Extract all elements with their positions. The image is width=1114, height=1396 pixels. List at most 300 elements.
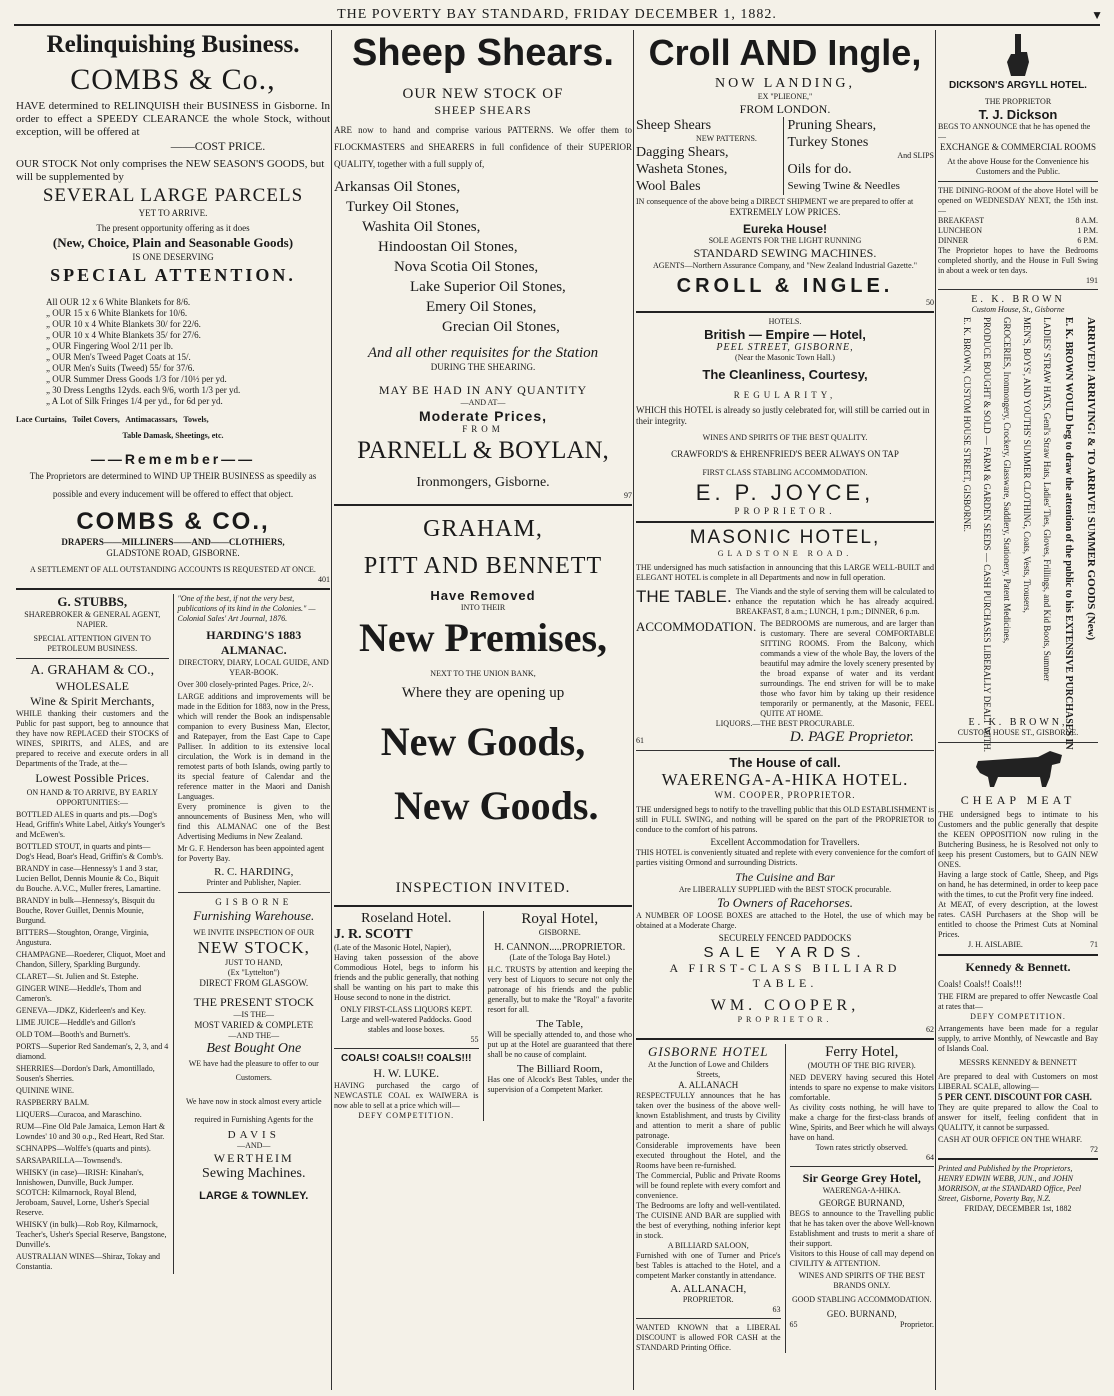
ad-sir-george-grey: Sir George Grey Hotel,	[802, 1171, 921, 1185]
ad-furnishing-agents: We have now in stock almost every article required in Furnishing Agents for the	[185, 1097, 322, 1124]
ad-dickson-begs: BEGS TO ANNOUNCE that he has opened the—	[938, 122, 1091, 141]
ad-cash-office: CASH AT OUR OFFICE ON THE WHARF.	[938, 1135, 1083, 1144]
aislabie-footer	[938, 940, 1098, 950]
ad-number: 71	[1090, 940, 1098, 949]
ad-roseland: Roseland Hotel.	[361, 911, 452, 926]
ad-secure-paddocks: SECURELY FENCED PADDOCKS	[718, 933, 852, 943]
ad-our-stock: OUR STOCK Not only comprises the NEW SEASON'S GOODS, but will be supplemented by	[16, 158, 325, 183]
ad-and-at: —AND AT—	[460, 398, 506, 407]
ad-wines-best: WINES AND SPIRITS OF THE BEST BRANDS ONLY.	[798, 1271, 925, 1290]
ad-furnishing: Furnishing Warehouse.	[193, 908, 315, 923]
ad-first-class: FIRST CLASS STABLING ACCOMMODATION.	[702, 468, 868, 477]
vert-custom: E. K. BROWN, CUSTOM HOUSE STREET, GISBORNE.	[962, 317, 972, 532]
ad-in-consequence: IN consequence of the above being a DIRECT SHIPMENT we are prepared to offer at	[636, 197, 914, 206]
ad-croll-ingle: Croll AND Ingle,	[648, 32, 922, 73]
ad-into-their: INTO THEIR	[460, 603, 506, 612]
list-item: Turkey Oil Stones,	[346, 199, 460, 215]
ad-tj-dickson: T. J. Dickson	[978, 107, 1058, 122]
ad-harding-agent: Mr G. F. Henderson has been appointed agent for Poverty Bay.	[177, 844, 325, 863]
ad-lowest-prices: Lowest Possible Prices.	[35, 771, 150, 785]
ad-cannon: H. CANNON.....PROPRIETOR.	[494, 942, 626, 953]
cow-icon	[968, 747, 1068, 789]
ad-we-had: WE have had the pleasure to offer to our Customers.	[188, 1059, 319, 1082]
list-item: BOTTLED ALES in quarts and pts.—Dog's Head, Griffin's White Label, Aitky's Younger's and McEwen's.	[16, 810, 165, 839]
ad-new-goods-1: New Goods,	[380, 719, 586, 764]
list-item: Dagging Shears,	[636, 145, 729, 160]
ad-which-hotel: WHICH this HOTEL is already so justly celebrated for, will still be carried out in their integrity.	[636, 405, 930, 426]
meal-row	[938, 236, 1098, 246]
ad-bedrooms: The BEDROOMS are numerous, and are larger than is customary. There are several COMFORTABLE SITTING ROOMS. From the Balcony, which commands a view of the whole Bay, the lovers of the beautiful may admire the lovely scenery presented by the broad expanse of water and its verdant surroundings. The end striven for will be to make those who favor him by taking up their residence temporarily or permanently, at the Masonic, FEEL QUITE AT HOME.	[760, 619, 934, 718]
masthead-title: THE POVERTY BAY STANDARD, FRIDAY DECEMBER 1, 1882.	[337, 7, 777, 22]
masthead	[14, 4, 1104, 26]
ad-large-townley: LARGE & TOWNLEY.	[199, 1190, 309, 1202]
list-item: CLARET—St. Julien and St. Estephe.	[16, 972, 139, 981]
ad-having-taken: Having taken possession of the above Commodious Hotel, begs to inform his friends and the public generally, that nothing shall be wanting on his part to make this House second to none in the district.	[334, 953, 479, 1002]
ad-exchange-rooms: EXCHANGE & COMMERCIAL ROOMS	[940, 142, 1096, 152]
list-item: Pruning Shears,	[787, 118, 877, 133]
list-item: WHISKY (in case)—IRISH: Kinahan's, Innishowen, Dunville, Buck Jumper. SCOTCH: Kilmarnock, Royal Blend, Jeroboam, Sauvel, Lorne, Usher's Special Reserve.	[16, 1168, 150, 1217]
ad-allanach: A. ALLANACH	[678, 1080, 739, 1090]
meal-row	[938, 216, 1098, 226]
list-item: RUM—Fine Old Pale Jamaica, Lemon Hart & Lowndes' 10 and 30 o.p., Red Heart, Red Star.	[16, 1122, 166, 1141]
ad-deal: Are prepared to deal with Customers on most LIBERAL SCALE, allowing—	[938, 1072, 1098, 1091]
ad-only-first: ONLY FIRST-CLASS LIQUORS KEPT.	[340, 1005, 473, 1014]
ad-saloon: A BILLIARD SALOON,	[667, 1241, 749, 1250]
list-item: Turkey Stones	[787, 135, 869, 150]
ad-title-relinquishing: Relinquishing Business.	[46, 31, 300, 58]
ad-will-be: Will be specially attended to, and those who put up at the Hotel are guaranteed that there shall be no cause of complaint.	[487, 1030, 632, 1059]
column-3	[636, 30, 934, 1390]
ad-accommodation-head: ACCOMMODATION.	[636, 619, 757, 634]
ad-may-be-had: MAY BE HAD IN ANY QUANTITY	[378, 383, 588, 397]
ad-harding-every: Every prominence is given to the announcements of Business Men, who will find this ALMANAC one of the Best Advertising Mediums in New Zealand.	[177, 802, 330, 841]
ad-luke: H. W. LUKE.	[373, 1066, 440, 1080]
list-item: Arkansas Oil Stones,	[334, 179, 461, 195]
subcol-harding	[173, 594, 331, 1274]
list-item: BOTTLED STOUT, in quarts and pints—Dog's Head, Boar's Head, Griffin's & Comb's.	[16, 842, 164, 861]
ad-number: 191	[1086, 276, 1098, 285]
list-item: BITTERS—Stoughton, Orange, Virginia, Angustura.	[16, 928, 149, 947]
list-item: „ OUR Summer Dress Goods 1/3 for /10½ per yd.	[46, 374, 227, 384]
ad-royal-hotel: Royal Hotel,	[521, 911, 599, 927]
column-rule	[633, 30, 634, 1390]
ad-kennedy-bennett: Kennedy & Bennett.	[965, 960, 1071, 974]
list-item: „ OUR Men's Suits (Tweed) 55/ for 37/6.	[46, 363, 195, 373]
ad-proprietor-3: PROPRIETOR.	[682, 1295, 734, 1304]
imprint: Printed and Published by the Proprietors, HENRY EDWIN WEBB, JUN., and JOHN MORRISON, at the STANDARD Office, Peel Street, Gisborne, Poverty Bay, N.Z.	[938, 1164, 1082, 1203]
list-item: „ OUR Fingering Wool 2/11 per lb.	[46, 341, 174, 351]
ad-dining-room: THE DINING-ROOM of the above Hotel will be opened on WEDNESDAY NEXT, the 15th inst.—	[938, 186, 1098, 215]
ad-good-stabling: GOOD STABLING ACCOMMODATION.	[791, 1295, 932, 1304]
ad-just-to-hand: JUST TO HAND,	[224, 958, 283, 967]
ad-messrs: MESSRS KENNEDY & BENNETT	[959, 1058, 1077, 1067]
col1-subcolumns	[16, 594, 330, 1274]
meal-time: 6 P.M.	[1077, 236, 1098, 245]
ad-stubbs-petrol: SPECIAL ATTENTION GIVEN TO PETROLEUM BUSINESS.	[33, 634, 151, 653]
ad-lace: Lace Curtains, Toilet Covers, Antimacassars, Towels,	[16, 415, 209, 424]
section-hotels: HOTELS.	[768, 317, 802, 326]
list-item: Washita Oil Stones,	[362, 219, 481, 235]
ad-ironmongers: Ironmongers, Gisborne.	[416, 475, 550, 490]
ad-cheap-intro: THE undersigned begs to intimate to his Customers and the public generally that despite the KEEN OPPOSITION now ruling in the Butchering Business, he is Resolved not only to keep his present Customers, but to GAIN NEW ONES.	[938, 810, 1098, 869]
ad-new-choice: (New, Choice, Plain and Seasonable Goods)	[52, 235, 294, 250]
pointing-hand-icon	[1003, 32, 1033, 78]
ad-most-varied: MOST VARIED & COMPLETE	[194, 1020, 314, 1030]
ad-combs-intro: HAVE determined to RELINQUISH their BUSINESS in Gisborne. In order to effect a SPEEDY CLEARANCE the whole Stock, without exception, will be offered at	[16, 100, 330, 138]
ad-cooper-prop: WM. COOPER, PROPRIETOR.	[714, 790, 856, 800]
ad-the-table-head: THE TABLE.	[636, 587, 732, 606]
col3-subcolumns	[636, 1044, 934, 1353]
ad-are-now: ARE now to hand and comprise various PATTERNS. We offer them to FLOCKMASTERS and SHEARERS in full confidence of their SUPERIOR QUALITY, together with a full supply of,	[334, 125, 632, 169]
ad-house-of-call: The House of call.	[729, 755, 841, 770]
ad-we-invite: WE INVITE INSPECTION OF OUR	[193, 928, 315, 937]
column-rule	[935, 30, 936, 1390]
ad-regularity: REGULARITY,	[733, 390, 837, 400]
ad-near-masonic: (Near the Masonic Town Hall.)	[735, 353, 835, 362]
ad-owners-racehorses: To Owners of Racehorses.	[716, 895, 854, 910]
ad-stubbs: G. STUBBS,	[57, 594, 128, 609]
ad-allanach-2: A. ALLANACH,	[670, 1283, 747, 1295]
ad-discount: 5 PER CENT. DISCOUNT FOR CASH.	[938, 1092, 1092, 1102]
wine-list	[16, 810, 169, 1272]
ad-next-union: NEXT TO THE UNION BANK,	[430, 669, 536, 678]
ad-number: 401	[318, 575, 330, 584]
croll-new-patterns: NEW PATTERNS.	[696, 134, 757, 143]
ad-custom-house-2: CUSTOM HOUSE ST., GISBORNE.	[957, 728, 1079, 737]
ad-waerenga-2: WAERENGA-A-HIKA.	[822, 1186, 901, 1195]
ad-from: FROM	[462, 424, 504, 434]
ad-this-hotel: THIS HOTEL is conveniently situated and replete with every convenience for the comfort of parties visiting Ormond and surrounding Districts.	[636, 848, 934, 867]
list-item: BRANDY in case—Hennessy's 1 and 3 star, Lucien Bellot, Dennis Mounie & Co., Biquit du Bouche. A.V.C., Muller freres, Lamartine.	[16, 864, 161, 893]
meal-time: 8 A.M.	[1075, 216, 1098, 225]
ad-moderate: Moderate Prices,	[418, 408, 548, 424]
meal-time: 1 P.M.	[1077, 226, 1098, 235]
ad-best-bought: Best Bought One	[206, 1041, 302, 1056]
list-item: LIQUERS—Curacoa, and Maraschino.	[16, 1110, 142, 1119]
list-item: SCHNAPPS—Wolffe's (quarts and pints).	[16, 1144, 151, 1153]
ad-harding-almanac: HARDING'S 1883 ALMANAC.	[206, 628, 302, 657]
ad-considerable: Considerable improvements have been executed throughout the Hotel, and the Rooms have been re-furnished.	[636, 1141, 781, 1170]
ad-parnell: PARNELL & BOYLAN,	[357, 437, 609, 464]
list-item: Lake Superior Oil Stones,	[410, 279, 566, 295]
ad-proprietor-2: PROPRIETOR.	[737, 1015, 833, 1024]
ad-graham-co: A. GRAHAM & CO.,	[30, 663, 155, 678]
ad-civility: As civility costs nothing, he will have to make a charge for the first-class brands of Wine, Spirits, and Beer which he will always have on hand.	[789, 1103, 934, 1142]
ad-proprietor: PROPRIETOR.	[734, 506, 836, 516]
ad-wines-spirits: WINES AND SPIRITS OF THE BEST QUALITY.	[702, 433, 868, 442]
ad-the-table: The Table,	[536, 1018, 584, 1030]
ad-wind-up: The Proprietors are determined to WIND UP THEIR BUSINESS as speedily as possible and every inducement will be offered to effect that object.	[29, 471, 317, 499]
ad-wanted: WANTED KNOWN that a LIBERAL DISCOUNT is allowed FOR CASH at the STANDARD Printing Office.	[636, 1323, 781, 1352]
ad-new-stock: NEW STOCK,	[197, 938, 310, 957]
ad-extremely-low: EXTREMELY LOW PRICES.	[729, 207, 841, 217]
ad-furnished: Furnished with one of Turner and Price's best Tables is attached to the Hotel, and a competent Marker constantly in attendance.	[636, 1251, 781, 1280]
ad-coals: COALS! COALS!! COALS!!!	[340, 1053, 472, 1064]
list-item: All OUR 12 x 6 White Blankets for 8/6.	[46, 297, 191, 307]
ad-standard-sewing: STANDARD SEWING MACHINES.	[693, 246, 877, 260]
ad-commercial: The Commercial, Public and Private Rooms will be found replete with every comfort and convenience.	[636, 1171, 781, 1200]
ad-and: —AND—	[237, 1141, 271, 1150]
ad-harding-quote: "One of the best, if not the very best, publications of its kind in the Colonies." —Colonial Sales' Art Journal, 1876.	[177, 594, 316, 623]
blanket-list	[46, 297, 330, 407]
ad-burnand: GEORGE BURNAND,	[819, 1198, 905, 1208]
list-item: RASPBERRY BALM.	[16, 1098, 90, 1107]
croll-left	[636, 117, 784, 195]
ad-stables: Large and well-watered Paddocks. Good stables and loose boxes.	[341, 1015, 472, 1034]
ad-mouth: (MOUTH OF THE BIG RIVER).	[807, 1061, 916, 1070]
ad-removed: Have Removed	[430, 588, 536, 603]
list-item: GENEVA—JDKZ, Kiderleen's and Key.	[16, 1006, 146, 1015]
vert-ladies: LADIES' STRAW HATS, Genl's Straw Hats, Ladies' Ties, Gloves, Frillings, and Kid Boots, Summer	[1042, 317, 1052, 682]
croll-goods	[636, 117, 934, 195]
ad-has-one: Has one of Alcock's Best Tables, under the supervision of a Competent Marker.	[487, 1075, 632, 1094]
ad-masonic-intro: THE undersigned has much satisfaction in announcing that this LARGE WELL-BUILT and ELEGANT HOTEL is complete in all Departments and now in full operation.	[636, 563, 934, 582]
ad-late-tologa: (Late of the Tologa Bay Hotel.)	[509, 953, 611, 962]
ad-harding-pages: Over 300 closely-printed Pages. Price, 2/-.	[177, 680, 314, 689]
ad-special-attention: SPECIAL ATTENTION.	[50, 265, 296, 285]
ad-davis: DAVIS	[227, 1129, 280, 1141]
ad-hopes: The Proprietor hopes to have the Bedrooms completed shortly, and the House in Full Swing in about a week or ten days.	[938, 246, 1098, 275]
ad-liquors: LIQUORS.—THE BEST PROCURABLE.	[715, 719, 855, 728]
ad-number: 55	[470, 1035, 479, 1044]
ad-croll-ingle-2: CROLL & INGLE.	[676, 275, 894, 297]
column-4	[938, 30, 1098, 1390]
ad-present-opportunity: The present opportunity offering as it does	[96, 223, 250, 233]
ad-number: 63	[772, 1305, 781, 1314]
ad-harding-rc: R. C. HARDING,	[214, 866, 294, 878]
ad-loose-boxes: A NUMBER OF LOOSE BOXES are attached to the Hotel, the use of which may be obtained at a Moderate Charge.	[636, 911, 934, 930]
ad-is-one: IS ONE DESERVING	[132, 252, 214, 262]
ad-viands: The Viands and the style of serving them will be calculated to enhance the reputation which he has already acquired. BREAKFAST, 8 a.m.; LUNCH, 1 p.m.; DINNER, 6 p.m.	[735, 587, 934, 616]
ad-new-premises: New Premises,	[358, 615, 608, 660]
ad-excellent: Excellent Accommodation for Travellers.	[710, 837, 860, 847]
ad-number: 65	[789, 1320, 798, 1329]
ad-number: 61	[636, 736, 644, 745]
ad-graham: GRAHAM,	[423, 516, 543, 542]
ad-hc-trusts: H.C. TRUSTS by attention and keeping the very best of Liquors to secure not only the patronage of his friends and the public generally, but to make the "Royal" a favorite resort for all.	[487, 965, 632, 1014]
list-item: SHERRIES—Dordon's Dark, Amontillado, Sousen's Sherries.	[16, 1064, 155, 1083]
ad-gladstone-road: GLADSTONE ROAD.	[717, 549, 853, 558]
subcol-roseland	[334, 911, 479, 1121]
list-item: „ A Lot of Silk Fringes 1/4 per yd., for 6d per yd.	[46, 396, 223, 406]
ad-liberally: Are LIBERALLY SUPPLIED with the BEST STOCK procurable.	[678, 885, 892, 894]
list-item: Oils for do.	[787, 162, 852, 177]
ad-arrangements: Arrangements have been made for a regular supply, to arrive Monthly, of Newcastle and Bay of Islands Coal.	[938, 1024, 1098, 1053]
ad-gladstone: GLADSTONE ROAD, GISBORNE.	[106, 548, 240, 558]
ad-they-are: They are quite prepared to allow the Coal to answer for itself, feeling confident that in QUALITY, it cannot be surpassed.	[938, 1103, 1098, 1132]
ad-inspection: INSPECTION INVITED.	[395, 880, 571, 896]
ad-junction: At the Junction of Lowe and Childers Streets,	[648, 1060, 769, 1079]
ad-combs-name: COMBS & Co.,	[70, 63, 276, 96]
ad-cost-price: ——COST PRICE.	[170, 139, 266, 153]
ad-several-parcels: SEVERAL LARGE PARCELS	[42, 185, 304, 206]
stones-list	[334, 177, 632, 337]
ad-ex-lyttelton: (Ex "Lyttelton")	[227, 968, 280, 977]
ad-jr-scott: J. R. SCOTT	[334, 927, 413, 942]
meal-label: BREAKFAST	[938, 216, 985, 225]
ad-the-firm: THE FIRM are prepared to offer Newcastle Coal at rates that—	[938, 992, 1098, 1011]
ad-waerenga: WAERENGA-A-HIKA HOTEL.	[661, 770, 909, 789]
list-item: BRANDY in bulk—Hennessy's, Bisquit du Bouche, Rover Guillet, Dennis Mounie, Burgund.	[16, 896, 155, 925]
ad-billiard-room: The Billiard Room,	[516, 1063, 603, 1075]
list-item: Washeta Stones,	[636, 162, 728, 177]
vert-brown: E. K. BROWN WOULD beg to draw the attention of the public to his EXTENSIVE PURCHASES IN	[1063, 317, 1074, 750]
ad-page-proprietor: D. PAGE Proprietor.	[789, 729, 914, 745]
ad-ek-brown-2: E. K. BROWN,	[968, 717, 1068, 728]
ad-cheap-meat: CHEAP MEAT	[960, 793, 1076, 807]
ad-cheap-meat-text: At MEAT, of every description, at the lowest rates. CASH Purchasers at the Shop will be entitled to choose the Primest Cuts at Nominal Prices.	[938, 900, 1098, 939]
vert-arrived: ARRIVED! ARRIVING! & TO ARRIVE! SUMMER GOODS (New)	[1085, 317, 1097, 641]
ad-while-thanking: WHILE thanking their customers and the Public for past support, beg to announce that they have now REPLACED their STOCKS of WINES, SPIRITS, and ALES, and are prepared to receive and execute orders in all Departments of the Trade, at the—	[16, 709, 169, 768]
ad-remember: ——Remember——	[90, 451, 256, 467]
ad-jr-late: (Late of the Masonic Hotel, Napier),	[334, 943, 452, 952]
ad-cuisine: The Cuisine and Bar	[735, 870, 835, 884]
list-item: Emery Oil Stones,	[426, 299, 537, 315]
ad-ex-plieone: EX "PLIEONE,"	[757, 92, 813, 101]
ad-british-empire: British — Empire — Hotel,	[704, 327, 866, 342]
masonic-accom	[636, 619, 934, 719]
vert-produce: PRODUCE BOUGHT & SOLD — FARM & GARDEN SEEDS — CASH PURCHASES LIBERALLY DEALT WITH.	[982, 317, 992, 753]
ad-having-purchased: HAVING purchased the cargo of NEWCASTLE COAL ex WAIWERA is now able to sell at a price which will—	[334, 1081, 479, 1110]
column-rule	[331, 30, 332, 1390]
ad-ned: NED DEVERY having secured this Hotel intends to spare no expense to make visitors comfortable.	[789, 1073, 934, 1102]
ad-masonic: MASONIC HOTEL,	[689, 527, 881, 548]
ad-sheep-shears-sub: SHEEP SHEARS	[434, 103, 532, 117]
meal-label: DINNER	[938, 236, 969, 245]
ad-at-the-above: At the above House for the Convenience his Customers and the Public.	[947, 157, 1089, 176]
ad-harding-printer: Printer and Publisher, Napier.	[206, 878, 302, 887]
ad-agents-northern: AGENTS—Northern Assurance Company, and "New Zealand Industrial Gazette."	[653, 261, 917, 270]
subcol-ferry	[785, 1044, 935, 1353]
list-item: AUSTRALIAN WINES—Shiraz, Tokay and Constantia.	[16, 1252, 161, 1271]
ad-sewing-machines: Sewing Machines.	[202, 1166, 306, 1181]
list-item: „ 30 Dress Lengths 12yds. each 9/6, worth 1/3 per yd.	[46, 385, 241, 395]
subcol-royal	[483, 911, 633, 1121]
subcol-wine	[16, 594, 169, 1274]
ad-now-landing: NOW LANDING,	[715, 76, 855, 91]
ad-visitors: Visitors to this House of call may depend on CIVILITY & ATTENTION.	[789, 1249, 934, 1268]
ad-ek-brown: E. K. BROWN	[971, 294, 1065, 305]
ad-wine-spirit: Wine & Spirit Merchants,	[30, 694, 155, 708]
ad-defy: DEFY COMPETITION.	[358, 1111, 455, 1120]
ad-defy-4: DEFY COMPETITION.	[970, 1012, 1066, 1021]
ad-wholesale: WHOLESALE	[55, 679, 129, 693]
ad-wm-cooper: WM. COOPER,	[710, 997, 860, 1014]
ad-harding-large: LARGE additions and improvements will be made in the Edition for 1883, now in the Press, which will render the Book an indispensable companion to every Business Man, Elector, and Ratepayer, from the East Cape to Cape Palliser. In addition to its extensive local circulation, the Work is in demand in the remotest parts of both Islands, owing partly to its special feature of Calendar and the reference matter in the Maori and Danish Languages.	[177, 692, 330, 801]
ad-combs-co: COMBS & CO.,	[76, 508, 270, 535]
ad-is-the: —IS THE—	[233, 1010, 275, 1019]
list-item: Hindoostan Oil Stones,	[378, 239, 518, 255]
col2-subcolumns	[334, 911, 632, 1121]
ad-sheep-shears: Sheep Shears.	[352, 32, 614, 74]
croll-and-slips: And SLIPS	[897, 151, 934, 160]
list-item: PORTS—Superior Red Sandeman's, 2, 3, and 4 diamond.	[16, 1042, 169, 1061]
ad-present-stock: THE PRESENT STOCK	[193, 995, 314, 1009]
ad-dickson-argyll: DICKSON'S ARGYLL HOTEL.	[949, 80, 1087, 91]
list-item: LIME JUICE—Heddle's and Gillon's	[16, 1018, 136, 1027]
ad-from-london: FROM LONDON.	[739, 102, 831, 116]
list-item: OLD TOM—Booth's and Burnett's.	[16, 1030, 131, 1039]
ad-harding-directory: DIRECTORY, DIARY, LOCAL GUIDE, AND YEAR-BOOK.	[178, 658, 329, 677]
list-item: QUININE WINE.	[16, 1086, 75, 1095]
list-item: Wool Bales	[636, 179, 701, 194]
croll-right	[784, 117, 935, 195]
ad-eureka: Eureka House!	[742, 222, 828, 236]
ad-respectfully: RESPECTFULLY announces that he has taken over the business of the above well-known Establishment, and trusts by Civility and attention to merit a share of public patronage.	[636, 1091, 781, 1140]
meal-row	[938, 226, 1098, 236]
ad-number: 62	[926, 1025, 934, 1034]
ad-the-proprietor: THE PROPRIETOR	[984, 97, 1052, 106]
list-item: Sheep Shears	[636, 118, 712, 133]
ad-cheap-having: Having a large stock of Cattle, Sheep, and Pigs on hand, he has determined, in order to keep pace with the times, to cut the Profit very fine indeed.	[938, 870, 1098, 899]
list-item: SARSAPARILLA—Townsend's.	[16, 1156, 123, 1165]
ad-number: 97	[624, 491, 632, 500]
ad-billiard-table: A FIRST-CLASS BILLIARD TABLE.	[669, 961, 901, 990]
ad-table-damask: Table Damask, Sheetings, etc.	[122, 431, 224, 440]
ad-and-the: —AND THE—	[228, 1031, 280, 1040]
ad-stubbs-title: SHAREBROKER & GENERAL AGENT, NAPIER.	[24, 610, 161, 629]
ad-wertheim: WERTHEIM	[213, 1151, 294, 1165]
ad-on-hand: ON HAND & TO ARRIVE, BY EARLY OPPORTUNITIES:—	[26, 788, 158, 807]
ad-custom-house: Custom House, St., Gisborne	[971, 305, 1065, 314]
ad-drapers: DRAPERS——MILLINERS——AND——CLOTHIERS,	[61, 537, 285, 547]
ad-crawfords: CRAWFORD'S & EHRENFRIED'S BEER ALWAYS ON TAP	[671, 449, 899, 459]
ad-burnand-begs: BEGS to announce to the Travelling public that he has taken over the above Well-known Establishment and trusts to merit a share of their support.	[789, 1209, 934, 1248]
ad-settlement: A SETTLEMENT OF ALL OUTSTANDING ACCOUNTS IS REQUESTED AT ONCE.	[30, 565, 316, 574]
masonic-table	[636, 587, 934, 617]
ad-where-opening: Where they are opening up	[401, 685, 565, 701]
ad-direct-glasgow: DIRECT FROM GLASGOW.	[199, 978, 309, 988]
list-item: „ OUR 10 x 4 White Blankets 30/ for 22/6.	[46, 319, 201, 329]
ad-town-rates: Town rates strictly observed.	[815, 1143, 908, 1152]
list-item: Grecian Oil Stones,	[442, 319, 560, 335]
ad-cleanliness: The Cleanliness, Courtesy,	[702, 367, 868, 382]
ad-joyce: E. P. JOYCE,	[695, 480, 875, 505]
ad-coals-4: Coals! Coals!! Coals!!!	[938, 979, 1022, 989]
list-item: Nova Scotia Oil Stones,	[394, 259, 539, 275]
ad-gisborne-hotel: GISBORNE HOTEL	[647, 1044, 769, 1059]
list-item: GINGER WINE—Heddle's, Thom and Cameron's.	[16, 984, 142, 1003]
ad-during: DURING THE SHEARING.	[430, 362, 536, 372]
ad-our-new-stock: OUR NEW STOCK OF	[402, 86, 564, 102]
meal-times	[938, 216, 1098, 246]
ad-peel-street: PEEL STREET, GISBORNE,	[716, 342, 854, 353]
ad-new-goods-2: New Goods.	[394, 783, 599, 828]
ad-proprietor-4: Proprietor.	[900, 1320, 934, 1329]
burnand-footer	[790, 1320, 935, 1330]
column-1	[16, 30, 330, 1390]
ad-royal-gisborne: GISBORNE.	[538, 928, 581, 937]
imprint-date: FRIDAY, DECEMBER 1st, 1882	[964, 1204, 1072, 1213]
ad-gisborne: GISBORNE	[215, 897, 293, 907]
vert-groceries: GROCERIES, Ironmongery, Crockery, Glassware, Saddlery, Stationery, Patent Medicines,	[1002, 317, 1012, 644]
list-item: Sewing Twine & Needles	[787, 180, 900, 192]
ad-bedrooms-lofty: The Bedrooms are lofty and well-ventilated. The CUISINE AND BAR are supplied with the best of everything, nothing inferior kept in stock.	[636, 1201, 781, 1240]
vert-mens: MEN'S, BOYS', AND YOUTHS' SUMMER CLOTHING, Coats, Vests, Trousers,	[1022, 317, 1032, 613]
ad-sale-yards: SALE YARDS.	[703, 944, 867, 961]
ad-number: 72	[1090, 1145, 1098, 1154]
meal-label: LUNCHEON	[938, 226, 982, 235]
list-item: „ OUR Men's Tweed Paget Coats at 15/.	[46, 352, 191, 362]
ad-pitt-bennett: PITT AND BENNETT	[363, 553, 603, 579]
arrow-icon: ▼	[1091, 8, 1104, 22]
subcol-gisborne-hotel	[636, 1044, 781, 1353]
ad-ferry-hotel: Ferry Hotel,	[825, 1044, 899, 1060]
ad-waer-intro: THE undersigned begs to notify to the travelling public that this OLD ESTABLISHMENT is still in FULL SWING, and nothing will be spared on the part of the PROPRIETOR to conduce to the comfort of his patrons.	[636, 805, 934, 834]
ad-all-other: And all other requisites for the Station	[367, 345, 599, 361]
ad-number: 50	[926, 298, 934, 307]
list-item: WHISKY (in bulk)—Rob Roy, Kilmarnock, Teacher's, Usher's Special Reserve, Bangstone, Dunville's.	[16, 1220, 167, 1249]
